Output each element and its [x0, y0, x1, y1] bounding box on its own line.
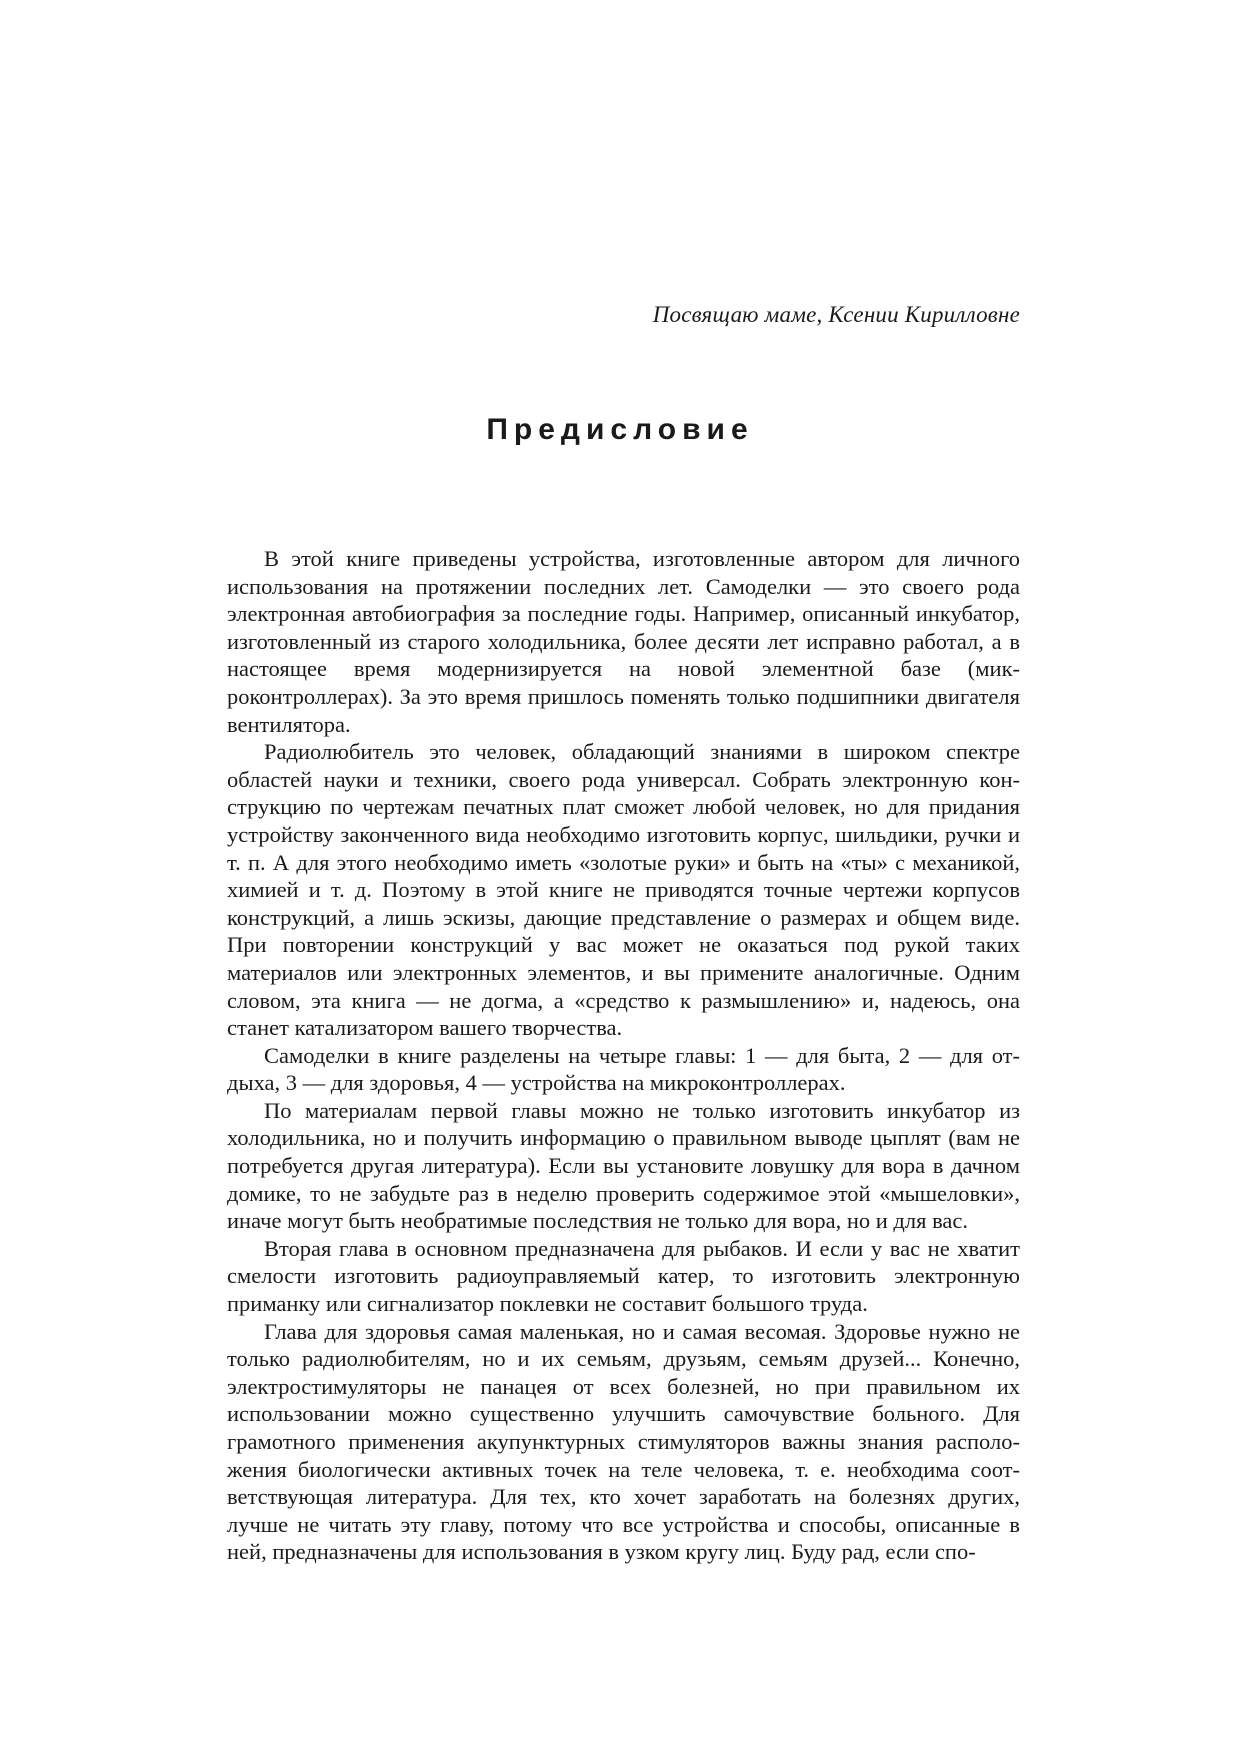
dedication: Посвящаю маме, Ксении Кирилловне: [652, 302, 1020, 327]
paragraph: Самоделки в книге разделены на четыре главы: 1 — для быта, 2 — для отдыха, 3 — для здоровья, 4 — устройства на микроконтроллерах.: [227, 1042, 1020, 1096]
paragraph: В этой книге приведены устройства, изготовленные автором для личного использования на протяжении последних лет. Самоделки — это своего рода электронная автобиография за последние годы. Например, описанный инкубатор, изготовленный из старого холодильника, более десяти лет исправно работал, а в настоящее время модернизируется на новой элементной базе (микроконтроллерах). За это время пришлось поменять только подшипники двигателя вентилятора.: [227, 546, 1020, 737]
body-text: [227, 545, 1020, 1566]
page-title: Предисловие: [486, 413, 754, 446]
paragraph: Вторая глава в основном предназначена для рыбаков. И если у вас не хватит смелости изготовить радиоуправляемый катер, то изготовить электронную приманку или сигнализатор поклевки не составит большого труда.: [227, 1235, 1020, 1317]
paragraph: Глава для здоровья самая маленькая, но и самая весомая. Здоровье нужно не только радиолюбителям, но и их семьям, друзьям, семьям друзей... Конечно, электростимуляторы не панацея от всех болезней, но при правильном их использовании можно существенно улучшить самочувствие больного. Для грамотного применения акупунктурных стимуляторов важны знания расположения биологически активных точек на теле человека, т. е. необходима соответствующая литература. Для тех, кто хочет заработать на болезнях других, лучше не читать эту главу, потому что все устройства и способы, описанные в ней, предназначены для использования в узком кругу лиц. Буду рад, если спо-: [227, 1318, 1020, 1565]
paragraph: Радиолюбитель это человек, обладающий знаниями в широком спектре областей науки и техники, своего рода универсал. Собрать электронную конструкцию по чертежам печатных плат сможет любой человек, но для придания устройству законченного вида необходимо изготовить корпус, шильдики, ручки и т. п. А для этого необходимо иметь «золотые руки» и быть на «ты» с механикой, химией и т. д. Поэтому в этой книге не приводятся точные чертежи корпусов конструкций, а лишь эскизы, дающие представление о размерах и общем виде. При повторении конструкций у вас может не оказаться под рукой таких материалов или электронных элементов, и вы примените аналогичные. Одним словом, эта книга — не догма, а «средство к размышлению» и, надеюсь, она станет катализатором вашего творчества.: [227, 739, 1020, 1041]
paragraph: По материалам первой главы можно не только изготовить инкубатор из холодильника, но и получить информацию о правильном выводе цыплят (вам не потребуется другая литература). Если вы установите ловушку для вора в дачном домике, то не забудьте раз в неделю проверить содержимое этой «мышеловки», иначе могут быть необратимые последствия не только для вора, но и для вас.: [227, 1097, 1020, 1234]
